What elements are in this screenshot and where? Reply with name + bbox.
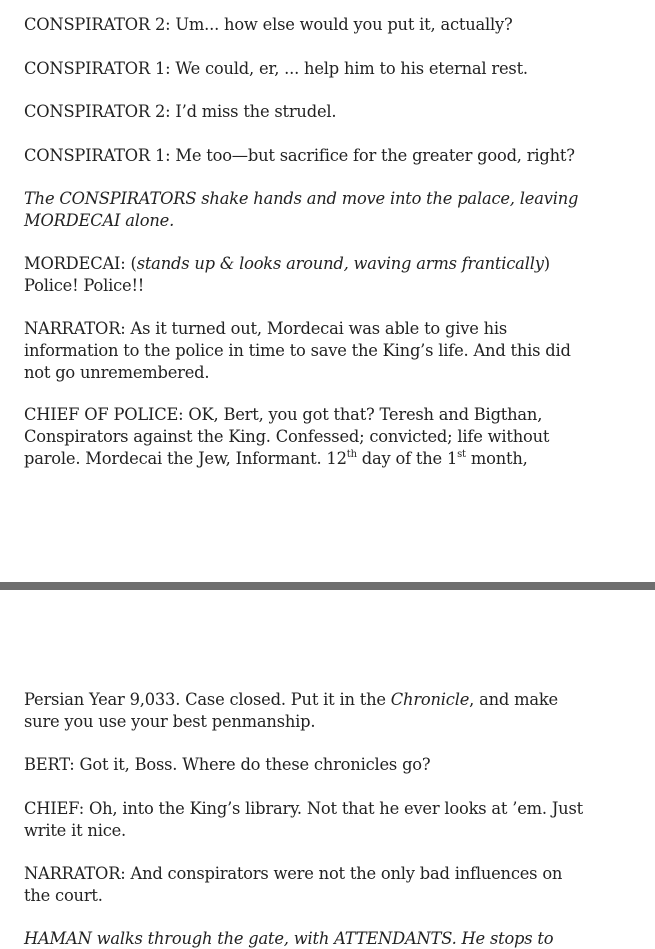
- narration-mordecai-informs: NARRATOR: As it turned out, Mordecai was able to give his information to the police in time to save the King’s life. And this did not go unremembered.: [24, 319, 571, 382]
- narration-bad-influences: NARRATOR: And conspirators were not the only bad influences on the court.: [24, 864, 563, 905]
- dialogue-bert-got-it: BERT: Got it, Boss. Where do these chronicles go?: [24, 755, 431, 774]
- dialogue-mordecai-police: MORDECAI: (stands up & looks around, waving arms frantically) Police! Police!!: [24, 254, 550, 295]
- dialogue-conspirator-2-um: CONSPIRATOR 2: Um... how else would you put it, actually?: [24, 15, 513, 34]
- dialogue-chief-kings-library: CHIEF: Oh, into the King’s library. Not that he ever looks at ’em. Just write it nice.: [24, 799, 583, 840]
- document-page-bottom: [0, 590, 655, 949]
- page-break-divider: [0, 582, 655, 590]
- dialogue-conspirator-1-sacrifice: CONSPIRATOR 1: Me too—but sacrifice for the greater good, right?: [24, 146, 575, 165]
- stage-direction-conspirators-leave: The CONSPIRATORS shake hands and move into the palace, leaving MORDECAI alone.: [24, 189, 579, 230]
- stage-direction-mordecai: stands up & looks around, waving arms frantically: [136, 254, 544, 273]
- dialogue-chief-of-police: CHIEF OF POLICE: OK, Bert, you got that? Teresh and Bigthan, Conspirators against the King. Confessed; convicted; life without parole. Mordecai the Jew, Informant. 12th day of the 1st month,: [24, 405, 550, 468]
- dialogue-chief-case-closed: Persian Year 9,033. Case closed. Put it in the Chronicle, and make sure you use your best penmanship.: [24, 690, 558, 731]
- stage-direction-haman-enters: HAMAN walks through the gate, with ATTENDANTS. He stops to: [24, 929, 554, 948]
- dialogue-conspirator-2-strudel: CONSPIRATOR 2: I’d miss the strudel.: [24, 102, 337, 121]
- chronicle-title: Chronicle: [390, 690, 470, 709]
- dialogue-conspirator-1-eternal-rest: CONSPIRATOR 1: We could, er, ... help him to his eternal rest.: [24, 59, 528, 78]
